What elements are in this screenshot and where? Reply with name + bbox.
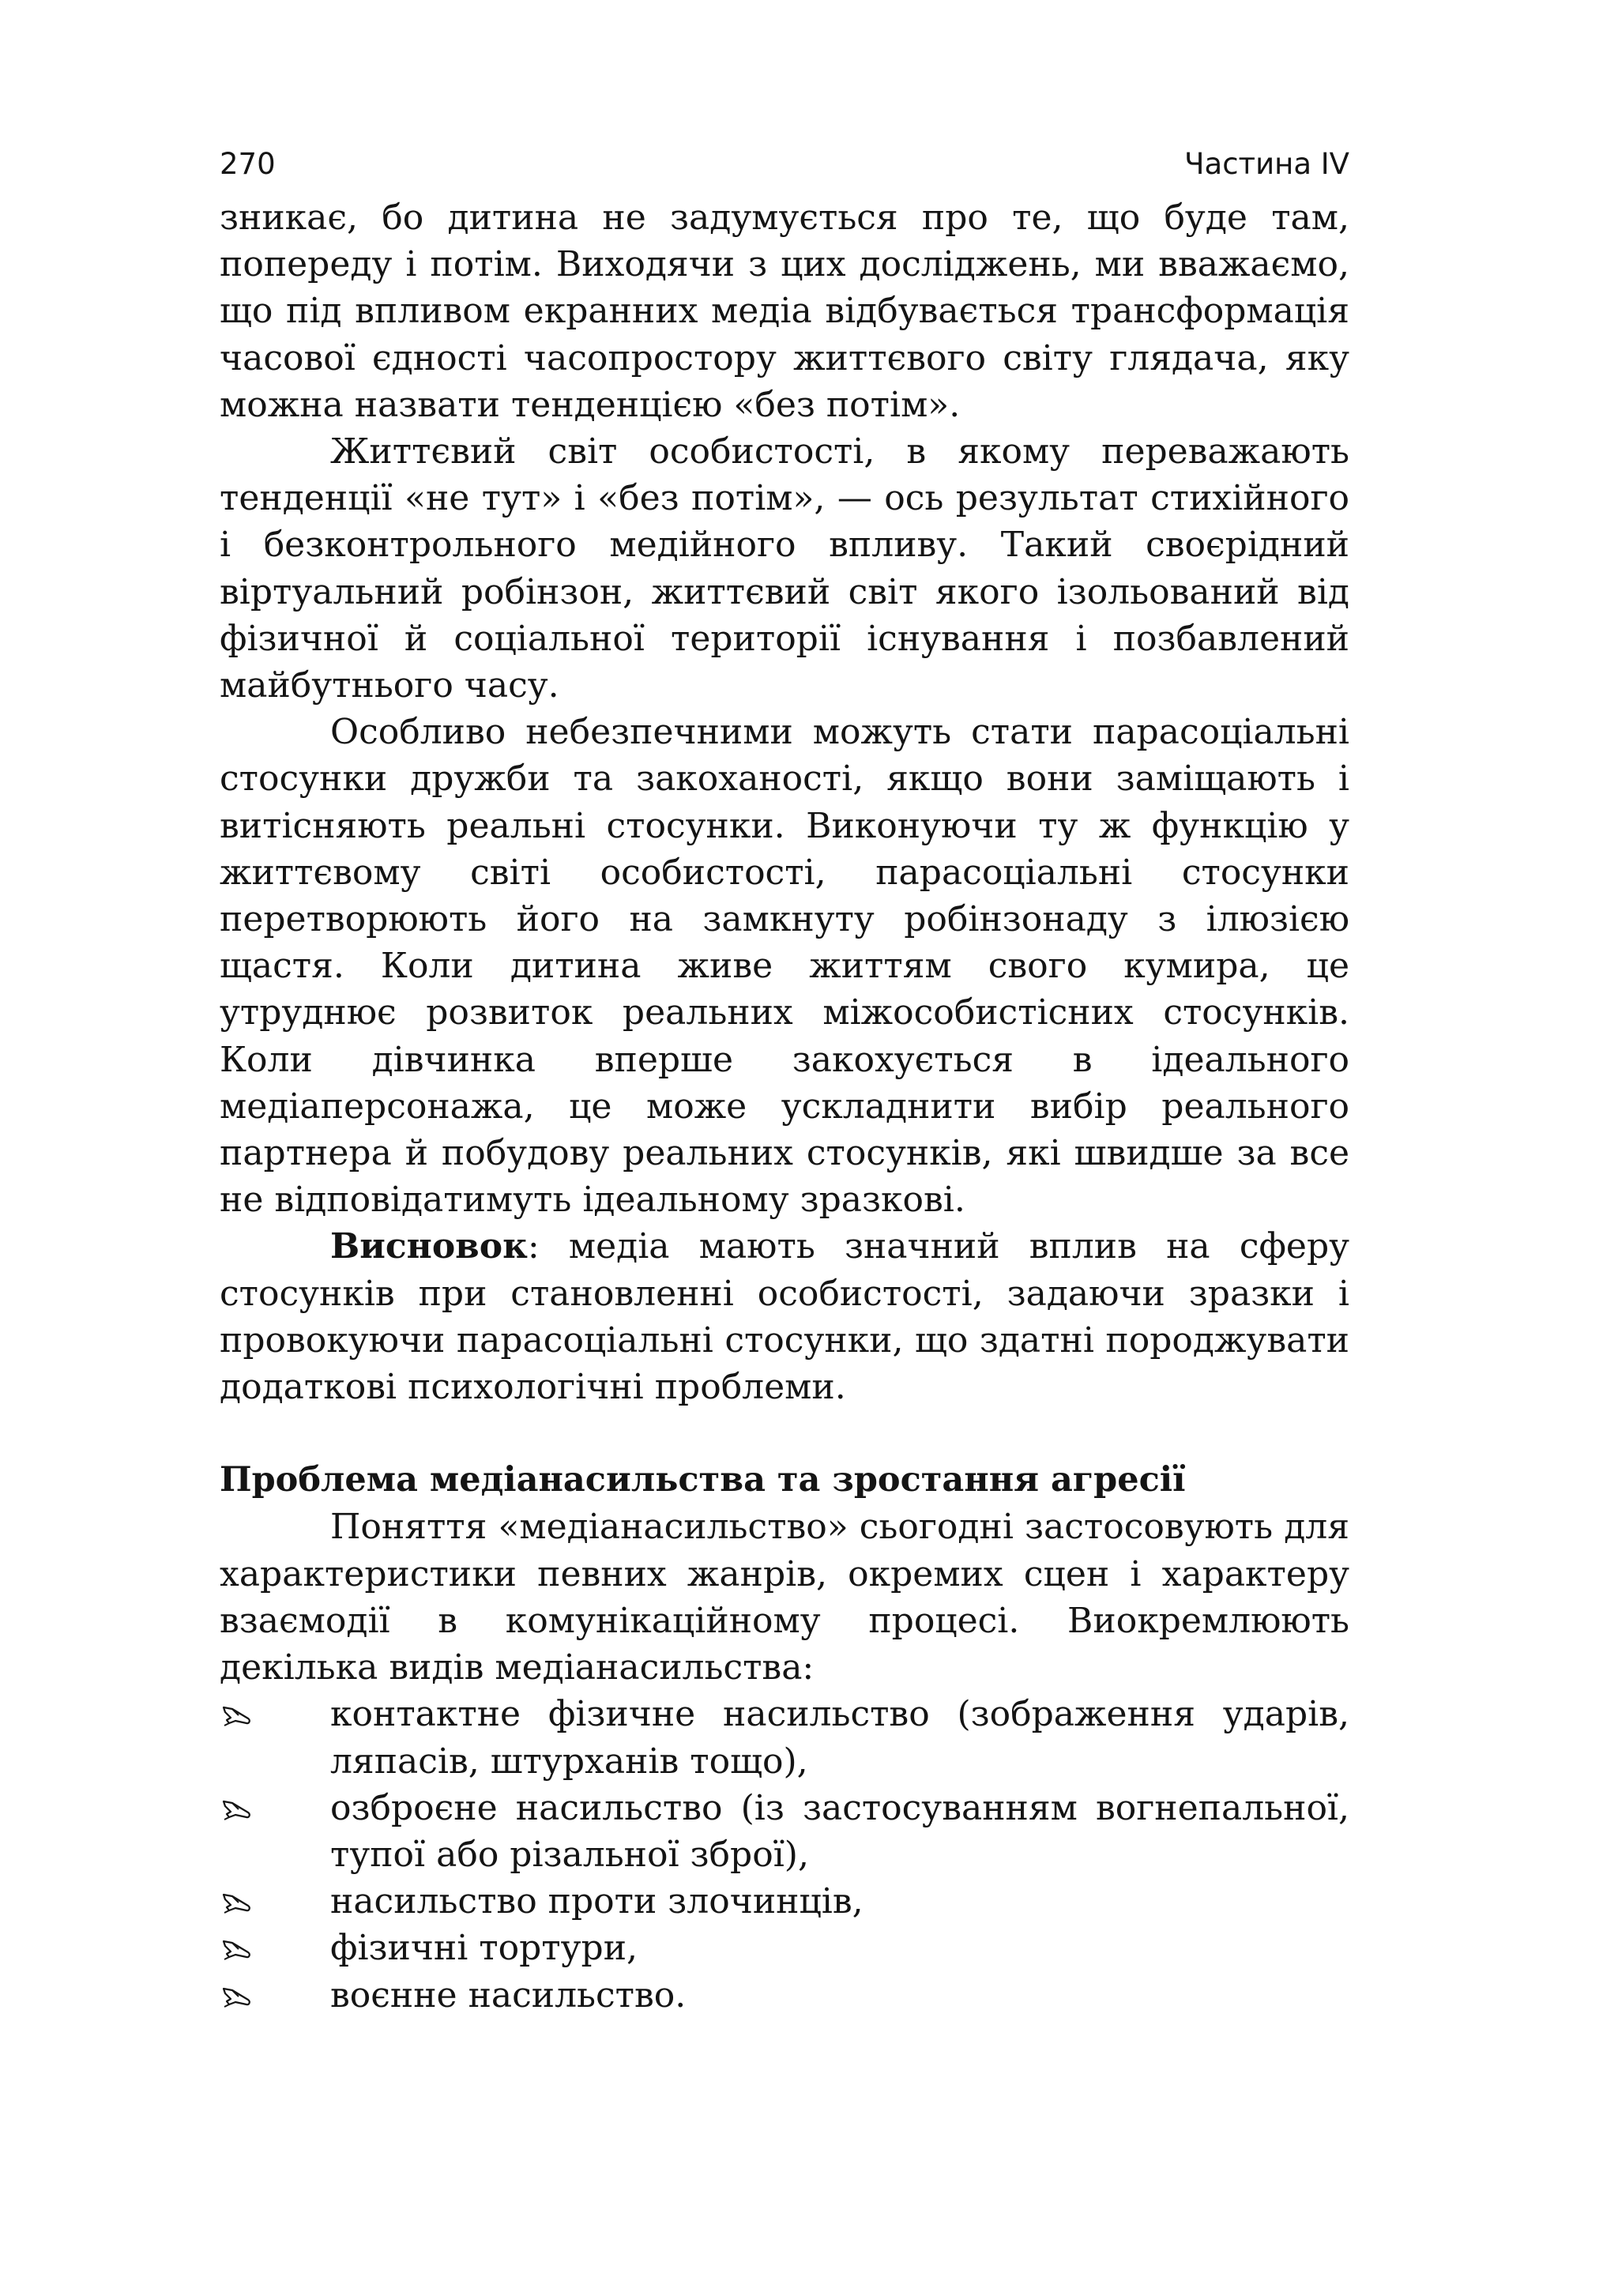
list-item-text: контактне фізичне насильство (зображення ударів, ляпасів, штурханів тощо), bbox=[330, 1694, 1349, 1782]
paragraph-1: зникає, бо дитина не задумується про те, що буде там, попереду і потім. Виходячи з цих досліджень, ми вважаємо, що під впливом екранних медіа відбувається трансформація часової єдності часопростору життєвого світу глядача, яку можна назвати тенденцією «без потім». bbox=[220, 198, 1349, 425]
page-number: 270 bbox=[220, 147, 276, 181]
list-item bbox=[220, 1878, 1349, 1925]
part-label: Частина IV bbox=[1184, 147, 1349, 181]
writing-hand-icon bbox=[221, 1891, 253, 1914]
list-item-text: насильство проти злочинців, bbox=[330, 1881, 864, 1922]
running-header bbox=[220, 141, 1349, 188]
conclusion-text: : медіа мають значний вплив на сферу стосунків при становленні особистості, задаючи зразки і провокуючи парасоціальні стосунки, що здатні породжувати додаткові психологічні проблеми. bbox=[220, 1226, 1349, 1408]
writing-hand-icon bbox=[221, 1985, 253, 2008]
paragraph-2: Життєвий світ особистості, в якому переважають тенденції «не тут» і «без потім», — ось результат стихійного і безконтрольного медійного впливу. Такий своєрідний віртуальний робінзон, життєвий світ якого ізольований від фізичної й соціальної території існування і позбавлений майбутнього часу. bbox=[220, 431, 1349, 706]
list-item-text: озброєне насильство (із застосуванням вогнепальної, тупої або різальної зброї), bbox=[330, 1787, 1349, 1875]
violence-types-list bbox=[220, 1691, 1349, 2018]
list-item-text: фізичні тортури, bbox=[330, 1928, 638, 1969]
conclusion-label: Висновок bbox=[330, 1226, 528, 1267]
list-item bbox=[220, 1691, 1349, 1784]
list-item-text: воєнне насильство. bbox=[330, 1974, 687, 2016]
section-intro: Поняття «медіанасильство» сьогодні застосовують для характеристики певних жанрів, окремих сцен і характеру взаємодії в комунікаційному процесі. Виокремлюють декілька видів медіанасильства: bbox=[220, 1507, 1349, 1688]
page-body bbox=[220, 194, 1349, 2019]
writing-hand-icon bbox=[221, 1798, 253, 1820]
book-page bbox=[220, 141, 1349, 2019]
writing-hand-icon bbox=[221, 1938, 253, 1960]
section-heading: Проблема медіанасильства та зростання агресії bbox=[220, 1460, 1186, 1500]
conclusion-paragraph bbox=[220, 1223, 1349, 1410]
writing-hand-icon bbox=[221, 1704, 253, 1726]
list-item bbox=[220, 1785, 1349, 1878]
paragraph-3: Особливо небезпечними можуть стати парасоціальні стосунки дружби та закоханості, якщо вони заміщають і витісняють реальні стосунки. Виконуючи ту ж функцію у життєвому світі особистості, парасоціальні стосунки перетворюють його на замкнуту робінзонаду з ілюзією щастя. Коли дитина живе життям свого кумира, це утруднює розвиток реальних міжособистісних стосунків. Коли дівчинка вперше закохується в ідеального медіаперсонажа, це може ускладнити вибір реального партнера й побудову реальних стосунків, які швидше за все не відповідатимуть ідеальному зразкові. bbox=[220, 712, 1349, 1221]
list-item bbox=[220, 1972, 1349, 2019]
list-item bbox=[220, 1925, 1349, 1971]
